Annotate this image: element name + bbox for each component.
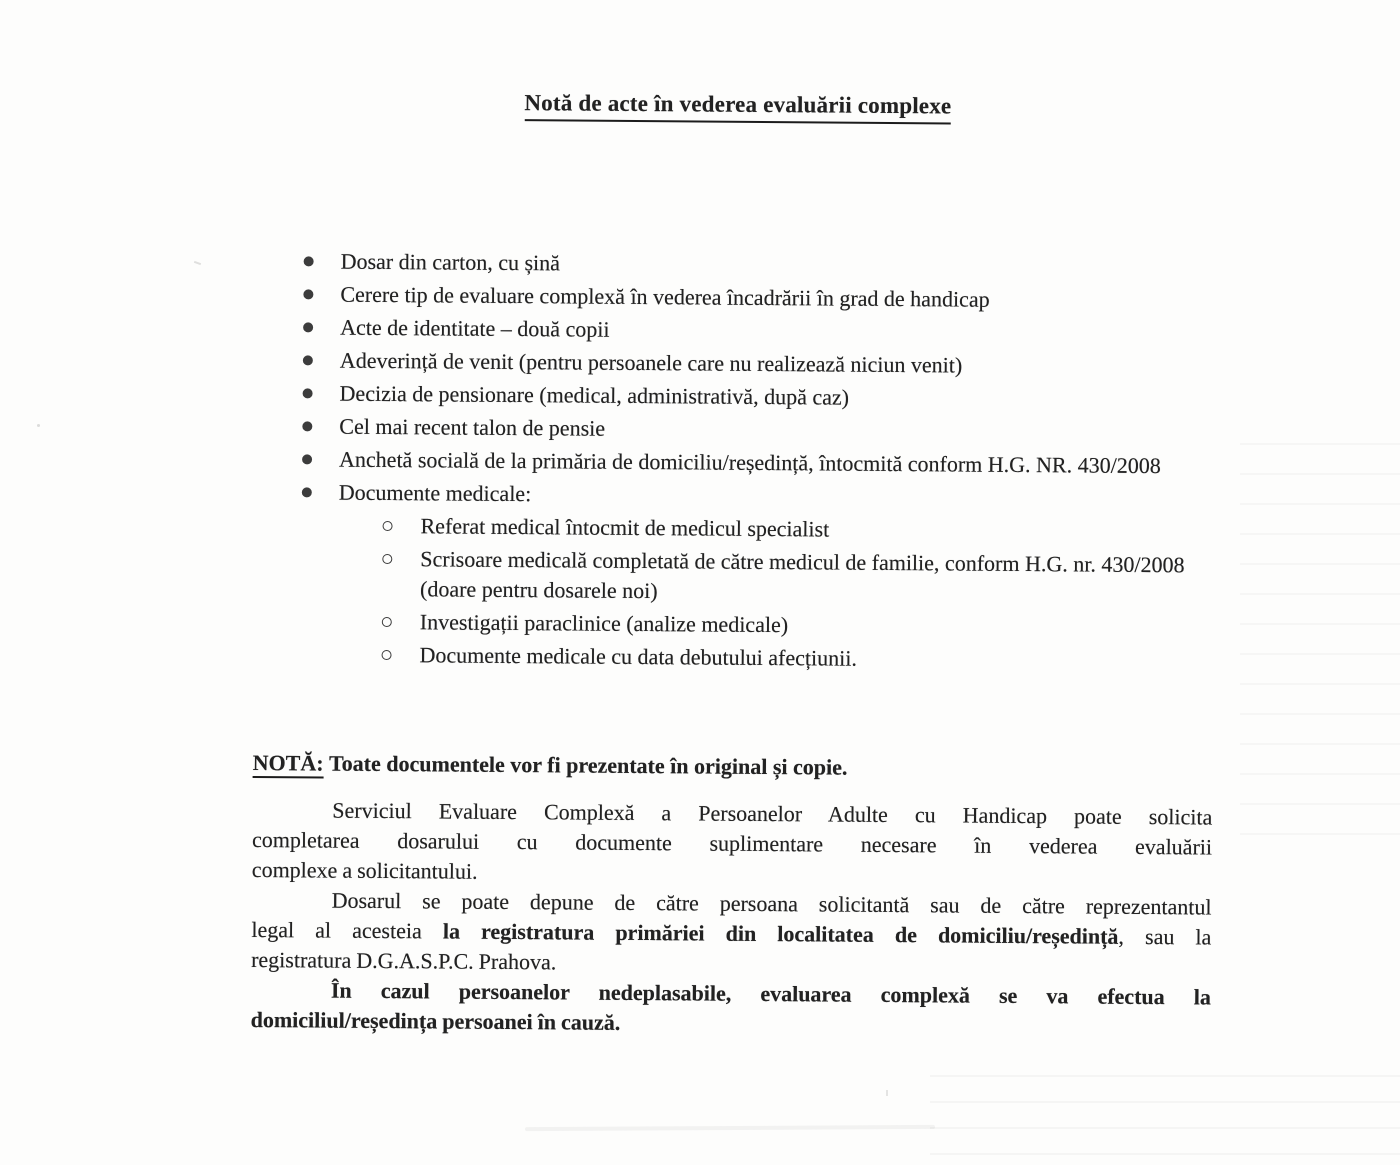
list-item — [256, 345, 1216, 383]
note-line — [253, 748, 1213, 786]
list-item — [256, 279, 1216, 317]
sub-list-item-text: Documente medicale cu data debutului afecțiunii. — [419, 642, 858, 671]
paragraph-text: complexe a solicitantului. — [251, 856, 478, 884]
scan-noise — [1240, 415, 1400, 835]
scan-speck — [37, 424, 40, 427]
document-content — [251, 88, 1218, 1043]
circle-bullet-icon — [382, 554, 392, 564]
bullet-icon — [303, 355, 313, 365]
bullet-icon — [303, 289, 313, 299]
paragraph-text: , sau la — [1118, 923, 1212, 950]
scan-speck — [194, 261, 201, 265]
required-documents-list — [255, 246, 1217, 515]
list-item — [257, 246, 1217, 284]
circle-bullet-icon — [382, 617, 392, 627]
medical-documents-sublist — [253, 510, 1214, 677]
bullet-icon — [302, 487, 312, 497]
sub-list-item-text: Scrisoare medicală completată de către medicul de familie, conform H.G. nr. 430/2008 (doare pentru dosarele noi) — [419, 546, 1185, 604]
sub-list-item — [253, 639, 1213, 677]
scan-smudge — [525, 1125, 935, 1131]
circle-bullet-icon — [382, 650, 392, 660]
list-item-text: Dosar din carton, cu șină — [340, 248, 561, 276]
list-item — [255, 477, 1215, 515]
list-item-text: Cerere tip de evaluare complexă în vederea încadrării în grad de handicap — [340, 281, 990, 312]
paragraph-text: Dosarul se poate depune de către persoana solicitantă sau de către reprezentantul — [331, 887, 1212, 920]
list-item — [255, 378, 1215, 416]
bullet-icon — [304, 256, 314, 266]
page-title: Notă de acte în vederea evaluării complexe — [524, 90, 951, 124]
sub-list-item-text: Investigații paraclinice (analize medicale) — [419, 609, 789, 638]
list-item-text: Decizia de pensionare (medical, administrativă, după caz) — [339, 380, 850, 410]
note-label: NOTĂ: — [253, 750, 324, 779]
sub-list-item-text: Referat medical întocmit de medicul specialist — [420, 513, 830, 542]
paragraph-text: registratura D.G.A.S.P.C. Prahova. — [251, 946, 557, 975]
list-item-text: Anchetă socială de la primăria de domiciliu/reședință, întocmită conform H.G. NR. 430/2008 — [338, 446, 1161, 479]
paragraph-bold-text: În cazul persoanelor nedeplasabile, evaluarea complexă se va efectua la — [330, 977, 1211, 1010]
list-item — [255, 411, 1215, 449]
note-text: Toate documentele vor fi prezentate în original și copie. — [328, 750, 848, 780]
title-row — [258, 88, 1218, 130]
list-item-text: Acte de identitate – două copii — [340, 314, 610, 342]
sub-list-item — [254, 606, 1214, 644]
bullet-icon — [303, 388, 313, 398]
paragraph-text: Serviciul Evaluare Complexă a Persoanelor Adulte cu Handicap poate solicita — [332, 797, 1213, 830]
list-item — [256, 312, 1216, 350]
paragraph-text: legal al acesteia — [251, 916, 443, 944]
bullet-icon — [303, 322, 313, 332]
list-item-text: Documente medicale: — [338, 479, 532, 507]
bullet-icon — [302, 454, 312, 464]
bullet-icon — [302, 421, 312, 431]
list-item-text: Adeverință de venit (pentru persoanele care nu realizează niciun venit) — [339, 347, 963, 378]
paragraph-bold-text: la registratura primăriei din localitatea de domiciliu/reședință — [442, 918, 1119, 949]
circle-bullet-icon — [383, 521, 393, 531]
paragraph-text: completarea dosarului cu documente suplimentare necesare în vederea evaluării — [251, 826, 1213, 860]
sub-list-item — [254, 510, 1214, 548]
paragraph-bold-text: domiciliul/reședința persoanei în cauză. — [250, 1006, 621, 1035]
sub-list-item — [254, 543, 1214, 611]
scan-speck — [886, 1090, 888, 1096]
list-item — [255, 444, 1215, 482]
scan-noise — [930, 1055, 1400, 1155]
list-item-text: Cel mai recent talon de pensie — [339, 413, 606, 441]
